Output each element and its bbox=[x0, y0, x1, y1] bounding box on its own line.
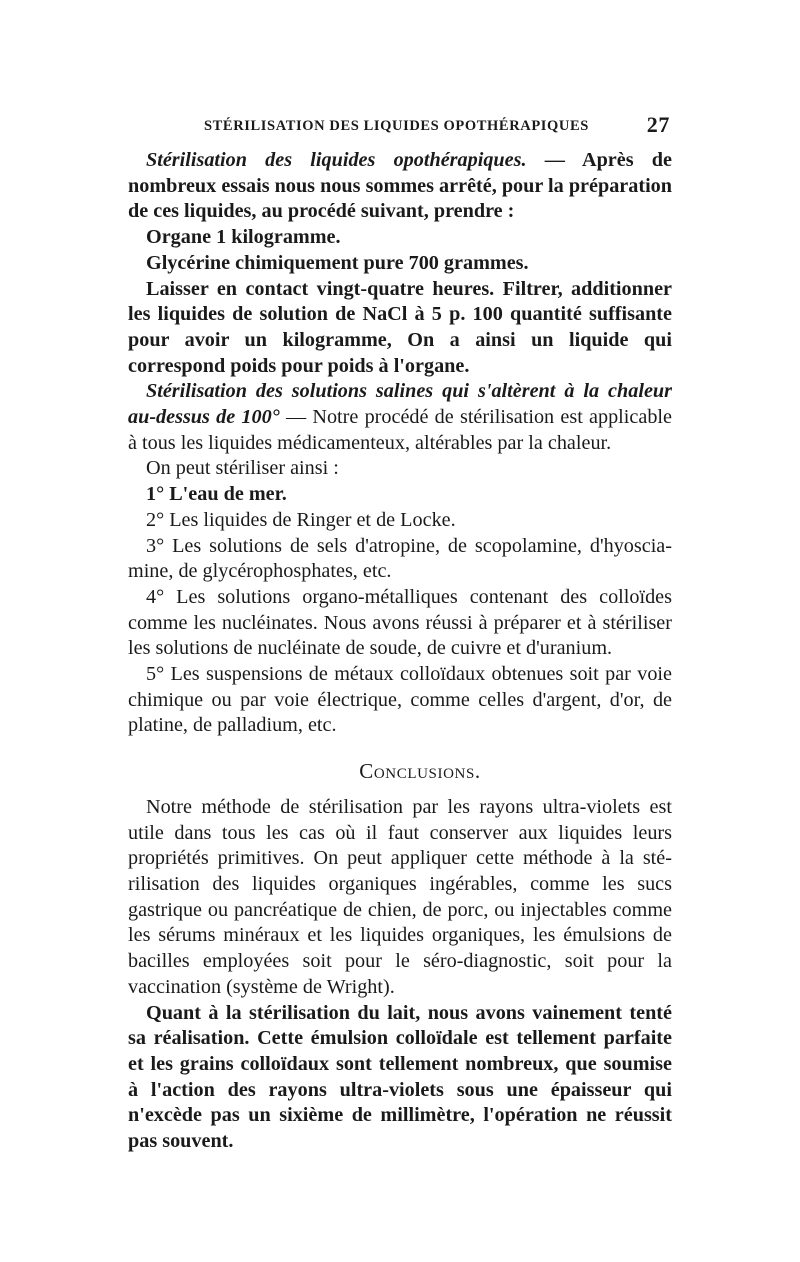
paragraph-text: — Après de nombreux essais nous nous sommes arrêté, pour la préparation de ces liquides, au procédé suivant, prendre : bbox=[128, 149, 672, 223]
running-title: STÉRILISATION DES LIQUIDES OPOTHÉRAPIQUES bbox=[204, 118, 589, 134]
paragraph-text: — Notre procédé de stérilisation est applicable à tous les liquides médicamenteux, altérables par la chaleur. bbox=[128, 406, 672, 454]
list-item-1: 1° L'eau de mer. bbox=[146, 483, 287, 506]
paragraph-on-peut: On peut stériliser ainsi : bbox=[146, 457, 339, 480]
running-header bbox=[128, 112, 672, 142]
book-page bbox=[128, 112, 672, 1155]
list-item-4: 4° Les solutions organo-métalliques contenant des colloïdes comme les nucléinates. Nous avons réussi à préparer et à stériliser les solutions de nucléinate de soude, de cuivre et d'uranium. bbox=[128, 585, 672, 660]
section-heading: Conclusions. bbox=[359, 759, 481, 784]
conclusion-paragraph-1: Notre méthode de stérilisation par les rayons ultra-violets est utile dans tous les cas où il faut conserver aux liquides leurs propriétés primitives. On peut appliquer cette méthode à la stérilisation des liquides organiques ingérables, comme les sucs gastrique ou pancréatique de chien, de porc, ou injectables comme les sérums minéraux et les liquides organiques, les émulsions de bacilles employées soit pour le séro-diagnostic, soit pour la vaccination (système de Wright). bbox=[128, 795, 672, 998]
page-number: 27 bbox=[646, 112, 670, 137]
conclusion-paragraph-2: Quant à la stérilisation du lait, nous avons vainement tenté sa réalisation. Cette émulsion colloïdale est tellement parfaite et les grains colloïdaux sont tellement nombreux, que soumise à l'action des rayons ultra-violets sous une épaisseur qui n'excède pas un sixième de millimètre, l'opération ne réussit pas souvent. bbox=[128, 1001, 672, 1153]
list-item-5: 5° Les suspensions de métaux colloïdaux obtenues soit par voie chimique ou par voie électrique, comme celles d'argent, d'or, de platine, de palladium, etc. bbox=[128, 663, 672, 737]
paragraph-glycerine: Glycérine chimiquement pure 700 grammes. bbox=[146, 251, 529, 274]
list-item-2: 2° Les liquides de Ringer et de Locke. bbox=[146, 508, 456, 531]
paragraph-sterilisation-opotherapiques bbox=[128, 148, 672, 225]
paragraph-organe: Organe 1 kilogramme. bbox=[146, 226, 341, 249]
paragraph-laisser: Laisser en contact vingt-quatre heures. Filtrer, additionner les liquides de solution de NaCl à 5 p. 100 quantité suffisante pour avoir un kilogramme, On a ainsi un liquide qui correspond poids pour poids à l'organe. bbox=[128, 277, 672, 377]
body-text bbox=[128, 148, 672, 1155]
paragraph-sterilisation-salines bbox=[128, 379, 672, 456]
list-item-3: 3° Les solutions de sels d'atropine, de scopolamine, d'hyosciamine, de glycérophosphates, etc. bbox=[128, 534, 672, 583]
paragraph-lead: Stérilisation des solutions salines qui s'altèrent à la chaleur au-dessus de 100° bbox=[128, 380, 672, 429]
paragraph-lead: Stérilisation des liquides opothérapiques. bbox=[146, 149, 527, 171]
